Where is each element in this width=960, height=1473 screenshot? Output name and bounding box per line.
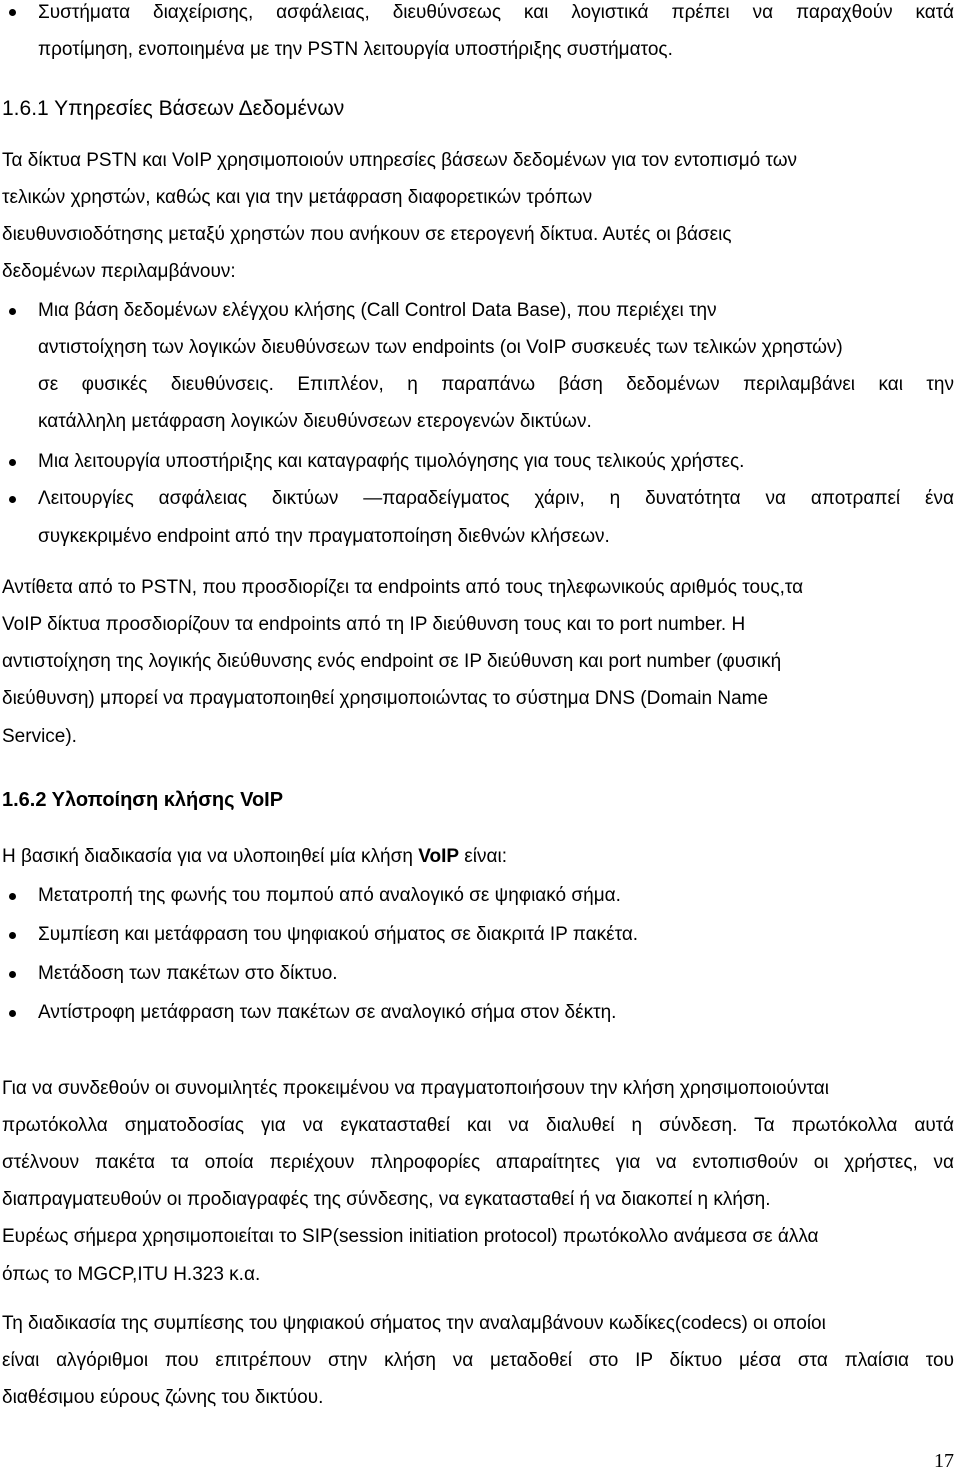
protocols-line-5: Ευρέως σήμερα χρησιμοποιείται το SIP(session initiation protocol) πρωτόκολλο ανάμεσα σε άλλα xyxy=(2,1226,819,1247)
db-bullet-3-line-2: συγκεκριμένο endpoint από την πραγματοποίηση διεθνών κλήσεων. xyxy=(38,526,610,547)
bullet-dot xyxy=(9,932,16,939)
dns-paragraph-line-3: αντιστοίχηση της λογικής διεύθυνσης ενός endpoint σε IP διεύθυνση και port number (φυσική xyxy=(2,651,782,672)
codecs-line-1: Τη διαδικασία της συμπίεσης του ψηφιακού σήματος την αναλαμβάνουν κωδίκες(codecs) οι οποίοι xyxy=(2,1313,826,1334)
bullet-dot xyxy=(9,893,16,900)
top-bullet-line-2: προτίμηση, ενοποιημένα με την PSTN λειτουργία υποστήριξης συστήματος. xyxy=(38,39,673,60)
db-bullet-1-line-1: Μια βάση δεδομένων ελέγχου κλήσης (Call Control Data Base), που περιέχει την xyxy=(38,300,717,321)
protocols-line-3: στέλνουν πακέτα τα οποία περιέχουν πληροφορίες απαραίτητες για να εντοπισθούν οι χρήστες, να xyxy=(2,1152,954,1173)
dns-paragraph-line-4: διεύθυνση) μπορεί να πραγματοποιηθεί χρησιμοποιώντας το σύστημα DNS (Domain Name xyxy=(2,688,769,709)
step-2: Συμπίεση και μετάφραση του ψηφιακού σήματος σε διακριτά IP πακέτα. xyxy=(38,924,639,945)
db-bullet-2-line-1: Μια λειτουργία υποστήριξης και καταγραφής τιμολόγησης για τους τελικούς χρήστες. xyxy=(38,451,745,472)
dns-paragraph-line-2: VoIP δίκτυα προσδιορίζουν τα endpoints από τη IP διεύθυνση τους και το port number. Η xyxy=(2,614,746,635)
page-number: 17 xyxy=(934,1450,954,1472)
step-4: Αντίστροφη μετάφραση των πακέτων σε αναλογικό σήμα στον δέκτη. xyxy=(38,1002,617,1023)
bullet-dot xyxy=(9,496,16,503)
intro-line-4: δεδομένων περιλαμβάνουν: xyxy=(2,261,236,282)
step-3: Μετάδοση των πακέτων στο δίκτυο. xyxy=(38,963,338,984)
dns-paragraph-line-1: Αντίθετα από το PSTN, που προσδιορίζει τα endpoints από τους τηλεφωνικούς αριθμός τους,τα xyxy=(2,577,804,598)
top-bullet-line-1: Συστήματα διαχείρισης, ασφάλειας, διευθύνσεως και λογιστικά πρέπει να παραχθούν κατά xyxy=(38,2,954,23)
bullet-dot xyxy=(9,9,16,16)
protocols-line-6: όπως το MGCP,ITU H.323 κ.α. xyxy=(2,1264,261,1285)
intro-line-1: Τα δίκτυα PSTN και VoIP χρησιμοποιούν υπηρεσίες βάσεων δεδομένων για τον εντοπισμό των xyxy=(2,150,798,171)
db-bullet-1-line-3: σε φυσικές διευθύνσεις. Επιπλέον, η παραπάνω βάση δεδομένων περιλαμβάνει και την xyxy=(38,374,954,395)
bullet-dot xyxy=(9,971,16,978)
protocols-line-2: πρωτόκολλα σηματοδοσίας για να εγκατασταθεί και να διαλυθεί η σύνδεση. Τα πρωτόκολλα αυτά xyxy=(2,1115,954,1136)
codecs-line-3: διαθέσιμου εύρους ζώνης του δικτύου. xyxy=(2,1387,324,1408)
db-bullet-1-line-4: κατάλληλη μετάφραση λογικών διευθύνσεων ετερογενών δικτύων. xyxy=(38,411,592,432)
bullet-dot xyxy=(9,459,16,466)
section-heading-162: 1.6.2 Υλοποίηση κλήσης VoIP xyxy=(2,789,284,811)
bullet-dot xyxy=(9,308,16,315)
db-bullet-3-line-1: Λειτουργίες ασφάλειας δικτύων —παραδείγματος χάριν, η δυνατότητα να αποτραπεί ένα xyxy=(38,488,954,509)
protocols-line-1: Για να συνδεθούν οι συνομιλητές προκειμένου να πραγματοποιήσουν την κλήση χρησιμοποιούνται xyxy=(2,1078,829,1099)
codecs-line-2: είναι αλγόριθμοι που επιτρέπουν στην κλήση να μεταδοθεί στο IP δίκτυο μέσα στα πλαίσια του xyxy=(2,1350,954,1371)
voip-intro: Η βασική διαδικασία για να υλοποιηθεί μία κλήση VoIP είναι: xyxy=(2,846,507,867)
db-bullet-1-line-2: αντιστοίχηση των λογικών διευθύνσεων των endpoints (οι VoIP συσκευές των τελικών χρηστών) xyxy=(38,337,843,358)
intro-line-2: τελικών χρηστών, καθώς και για την μετάφραση διαφορετικών τρόπων xyxy=(2,187,593,208)
bullet-dot xyxy=(9,1010,16,1017)
section-heading-161: 1.6.1 Υπηρεσίες Βάσεων Δεδομένων xyxy=(2,97,345,120)
intro-line-3: διευθυνσιοδότησης μεταξύ χρηστών που ανήκουν σε ετερογενή δίκτυα. Αυτές οι βάσεις xyxy=(2,224,732,245)
dns-paragraph-line-5: Service). xyxy=(2,726,77,747)
step-1: Μετατροπή της φωνής του πομπού από αναλογικό σε ψηφιακό σήμα. xyxy=(38,885,621,906)
protocols-line-4: διαπραγματευθούν οι προδιαγραφές της σύνδεσης, να εγκατασταθεί ή να διακοπεί η κλήση. xyxy=(2,1189,771,1210)
voip-bold: VoIP xyxy=(418,846,460,867)
